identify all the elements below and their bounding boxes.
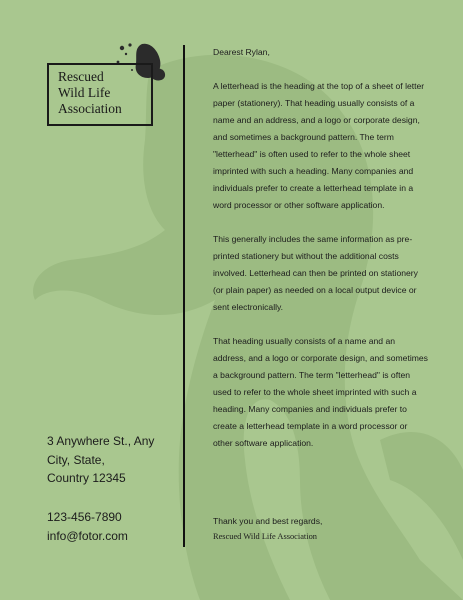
letter-paragraph-1: A letterhead is the heading at the top of a sheet of letter paper (stationery). That heading usually consists of a name and an address, and a logo or corporate design, and sometimes a background pattern. The term "letterhead" is often used to refer to the whole sheet imprinted with such a heading. Many companies and individuals prefer to create a letterhead template in a word processor or other software application. xyxy=(213,81,425,210)
letter-paragraph-3: That heading usually consists of a name and an address, and a logo or corporate design, and sometimes a background pattern. The term "letterhead" is often used to refer to the whole sheet imprinted with such a heading. Many companies and individuals prefer to create a letterhead template in a word processor or other software application. xyxy=(213,336,428,448)
phone-number: 123-456-7890 xyxy=(47,510,122,524)
signature: Rescued Wild Life Association xyxy=(213,532,317,541)
closing-text: Thank you and best regards, xyxy=(213,516,323,526)
vertical-divider xyxy=(183,45,185,547)
address-line-3: Country 12345 xyxy=(47,471,126,485)
letter-closing xyxy=(213,513,428,545)
contact-info xyxy=(47,508,177,545)
letter-paragraph-2: This generally includes the same information as pre-printed stationery but without the additional costs involved. Letterhead can then be printed on stationery (or plain paper) as needed on a local output device or sent electronically. xyxy=(213,234,418,312)
logo-line-2: Wild Life xyxy=(58,85,111,100)
organization-logo-text xyxy=(58,69,148,117)
letter-body xyxy=(213,44,428,469)
email-address: info@fotor.com xyxy=(47,528,128,543)
logo-line-1: Rescued xyxy=(58,69,104,84)
mailing-address xyxy=(47,432,177,488)
address-line-2: City, State, xyxy=(47,452,105,467)
letter-greeting: Dearest Rylan, xyxy=(213,47,270,57)
logo-line-3: Association xyxy=(58,101,122,116)
address-line-1: 3 Anywhere St., Any xyxy=(47,434,155,448)
